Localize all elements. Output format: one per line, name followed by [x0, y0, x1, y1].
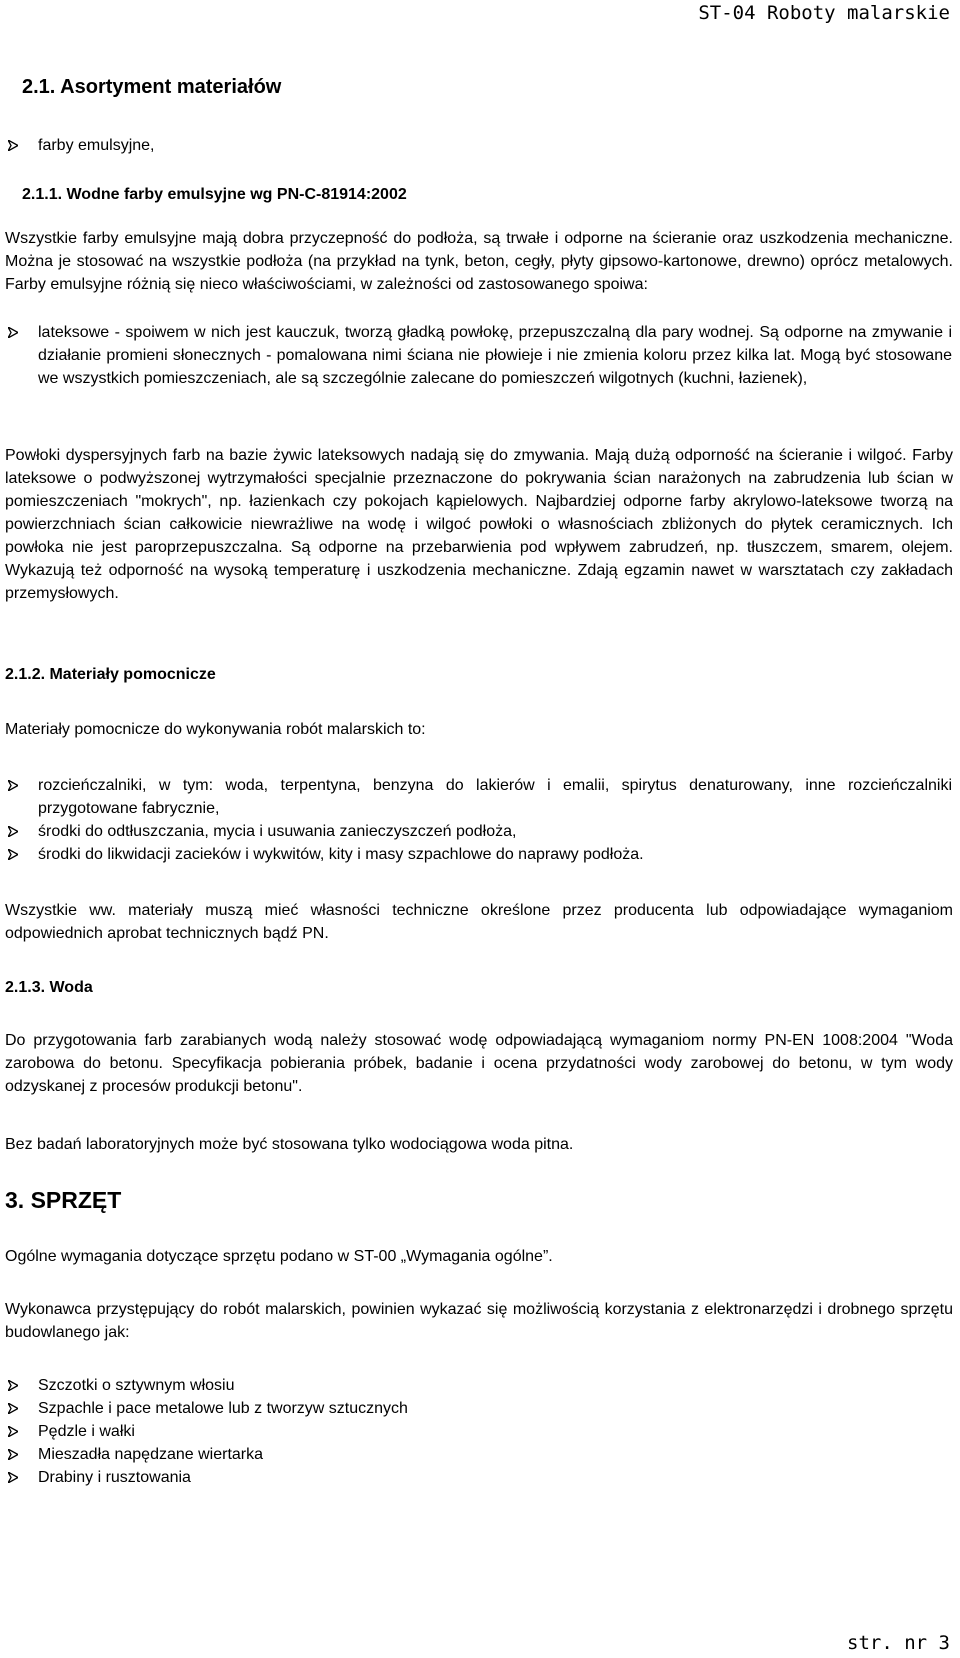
- section-2-1-3-paragraph: Do przygotowania farb zarabianych wodą należy stosować wodę odpowiadającą wymaganiom normy PN-EN 1008:2004 "Woda zarobowa do betonu. Specyfikacja pobierania próbek, badanie i ocena przydatności wody zarobowej do betonu, w tym wody odzyskanej z procesów produkcji betonu".: [5, 1032, 953, 1095]
- list-item: Mieszadła napędzane wiertarka: [4, 1443, 952, 1466]
- arrow-bullet-icon: [8, 1403, 18, 1414]
- section-2-1-list: [4, 134, 952, 157]
- arrow-bullet-icon: [8, 1380, 18, 1391]
- section-2-1-1-heading: 2.1.1. Wodne farby emulsyjne wg PN-C-81914:2002: [22, 186, 407, 203]
- arrow-bullet-icon: [8, 1472, 18, 1483]
- section-2-1-1-list: [4, 321, 952, 390]
- list-item: środki do odtłuszczania, mycia i usuwania zanieczyszczeń podłoża,: [4, 820, 952, 843]
- section-2-1-2-intro: Materiały pomocnicze do wykonywania robót malarskich to:: [5, 721, 426, 738]
- list-item: Drabiny i rusztowania: [4, 1466, 952, 1489]
- section-2-1-2-list: [4, 774, 952, 866]
- section-3-paragraph: Ogólne wymagania dotyczące sprzętu podano w ST-00 „Wymagania ogólne”.: [5, 1248, 553, 1265]
- arrow-bullet-icon: [8, 140, 18, 151]
- arrow-bullet-icon: [8, 849, 18, 860]
- arrow-bullet-icon: [8, 780, 18, 791]
- arrow-bullet-icon: [8, 1449, 18, 1460]
- list-item: lateksowe - spoiwem w nich jest kauczuk, tworzą gładką powłokę, przepuszczalną dla pary wodnej. Są odporne na zmywanie i działanie promieni słonecznych - pomalowana nimi ściana nie płowieje i nie zmienia koloru przez kilka lat. Mogą być stosowane we wszystkich pomieszczeniach, ale są szczególnie zalecane do pomieszczeń wilgotnych (kuchni, łazienek),: [4, 321, 952, 390]
- list-item: środki do likwidacji zacieków i wykwitów, kity i masy szpachlowe do naprawy podłoża.: [4, 843, 952, 866]
- list-item: Szpachle i pace metalowe lub z tworzyw sztucznych: [4, 1397, 952, 1420]
- section-2-1-3-paragraph-2: Bez badań laboratoryjnych może być stosowana tylko wodociągowa woda pitna.: [5, 1136, 574, 1153]
- section-2-1-1-paragraph: Wszystkie farby emulsyjne mają dobra przyczepność do podłoża, są trwałe i odporne na ścieranie oraz uszkodzenia mechaniczne. Można je stosować na wszystkie podłoża (na przykład na tynk, beton, cegły, płyty gipsowo-kartonowe, drewno) oprócz metalowych. Farby emulsyjne różnią się nieco właściwościami, w zależności od zastosowanego spoiwa:: [5, 230, 953, 293]
- list-item: Szczotki o sztywnym włosiu: [4, 1374, 952, 1397]
- section-2-1-heading: 2.1. Asortyment materiałów: [22, 76, 282, 98]
- document-header-title: ST-04 Roboty malarskie: [698, 2, 950, 24]
- list-item: farby emulsyjne,: [4, 134, 952, 157]
- section-3-list: [4, 1374, 952, 1489]
- arrow-bullet-icon: [8, 327, 18, 338]
- arrow-bullet-icon: [8, 1426, 18, 1437]
- list-item: Pędzle i wałki: [4, 1420, 952, 1443]
- section-2-1-2-heading: 2.1.2. Materiały pomocnicze: [5, 666, 216, 683]
- list-item: rozcieńczalniki, w tym: woda, terpentyna, benzyna do lakierów i emalii, spirytus denaturowany, inne rozcieńczalniki przygotowane fabrycznie,: [4, 774, 952, 820]
- section-2-1-1-paragraph-2: Powłoki dyspersyjnych farb na bazie żywic lateksowych nadają się do zmywania. Mają dużą odporność na ścieranie i wilgoć. Farby lateksowe o podwyższonej wytrzymałości specjalnie przeznaczone do pokrywania ścian narażonych na zabrudzenia lub ścian w pomieszczeniach "mokrych", np. łazienkach czy pokojach kąpielowych. Najbardziej odporne farby akrylowo-lateksowe tworzą na powierzchniach ścian całkowicie niewrażliwe na wodę i wilgoć powłoki o własnościach zbliżonych do płytek ceramicznych. Ich powłoka nie jest paroprzepuszczalna. Są odporne na przebarwienia pod wpływem zabrudzeń, np. tłuszczem, smarem, olejem. Wykazują też odporność na wysoką temperaturę i uszkodzenia mechaniczne. Zdają egzamin nawet w warsztatach czy zakładach przemysłowych.: [5, 447, 953, 602]
- arrow-bullet-icon: [8, 826, 18, 837]
- section-2-1-3-heading: 2.1.3. Woda: [5, 979, 93, 996]
- section-2-1-2-paragraph: Wszystkie ww. materiały muszą mieć własności techniczne określone przez producenta lub odpowiadające wymaganiom odpowiednich aprobat technicznych bądź PN.: [5, 902, 953, 942]
- page-number: str. nr 3: [847, 1632, 950, 1654]
- section-3-heading: 3. SPRZĘT: [5, 1187, 122, 1213]
- section-3-paragraph-2: Wykonawca przystępujący do robót malarskich, powinien wykazać się możliwością korzystania z elektronarzędzi i drobnego sprzętu budowlanego jak:: [5, 1301, 953, 1341]
